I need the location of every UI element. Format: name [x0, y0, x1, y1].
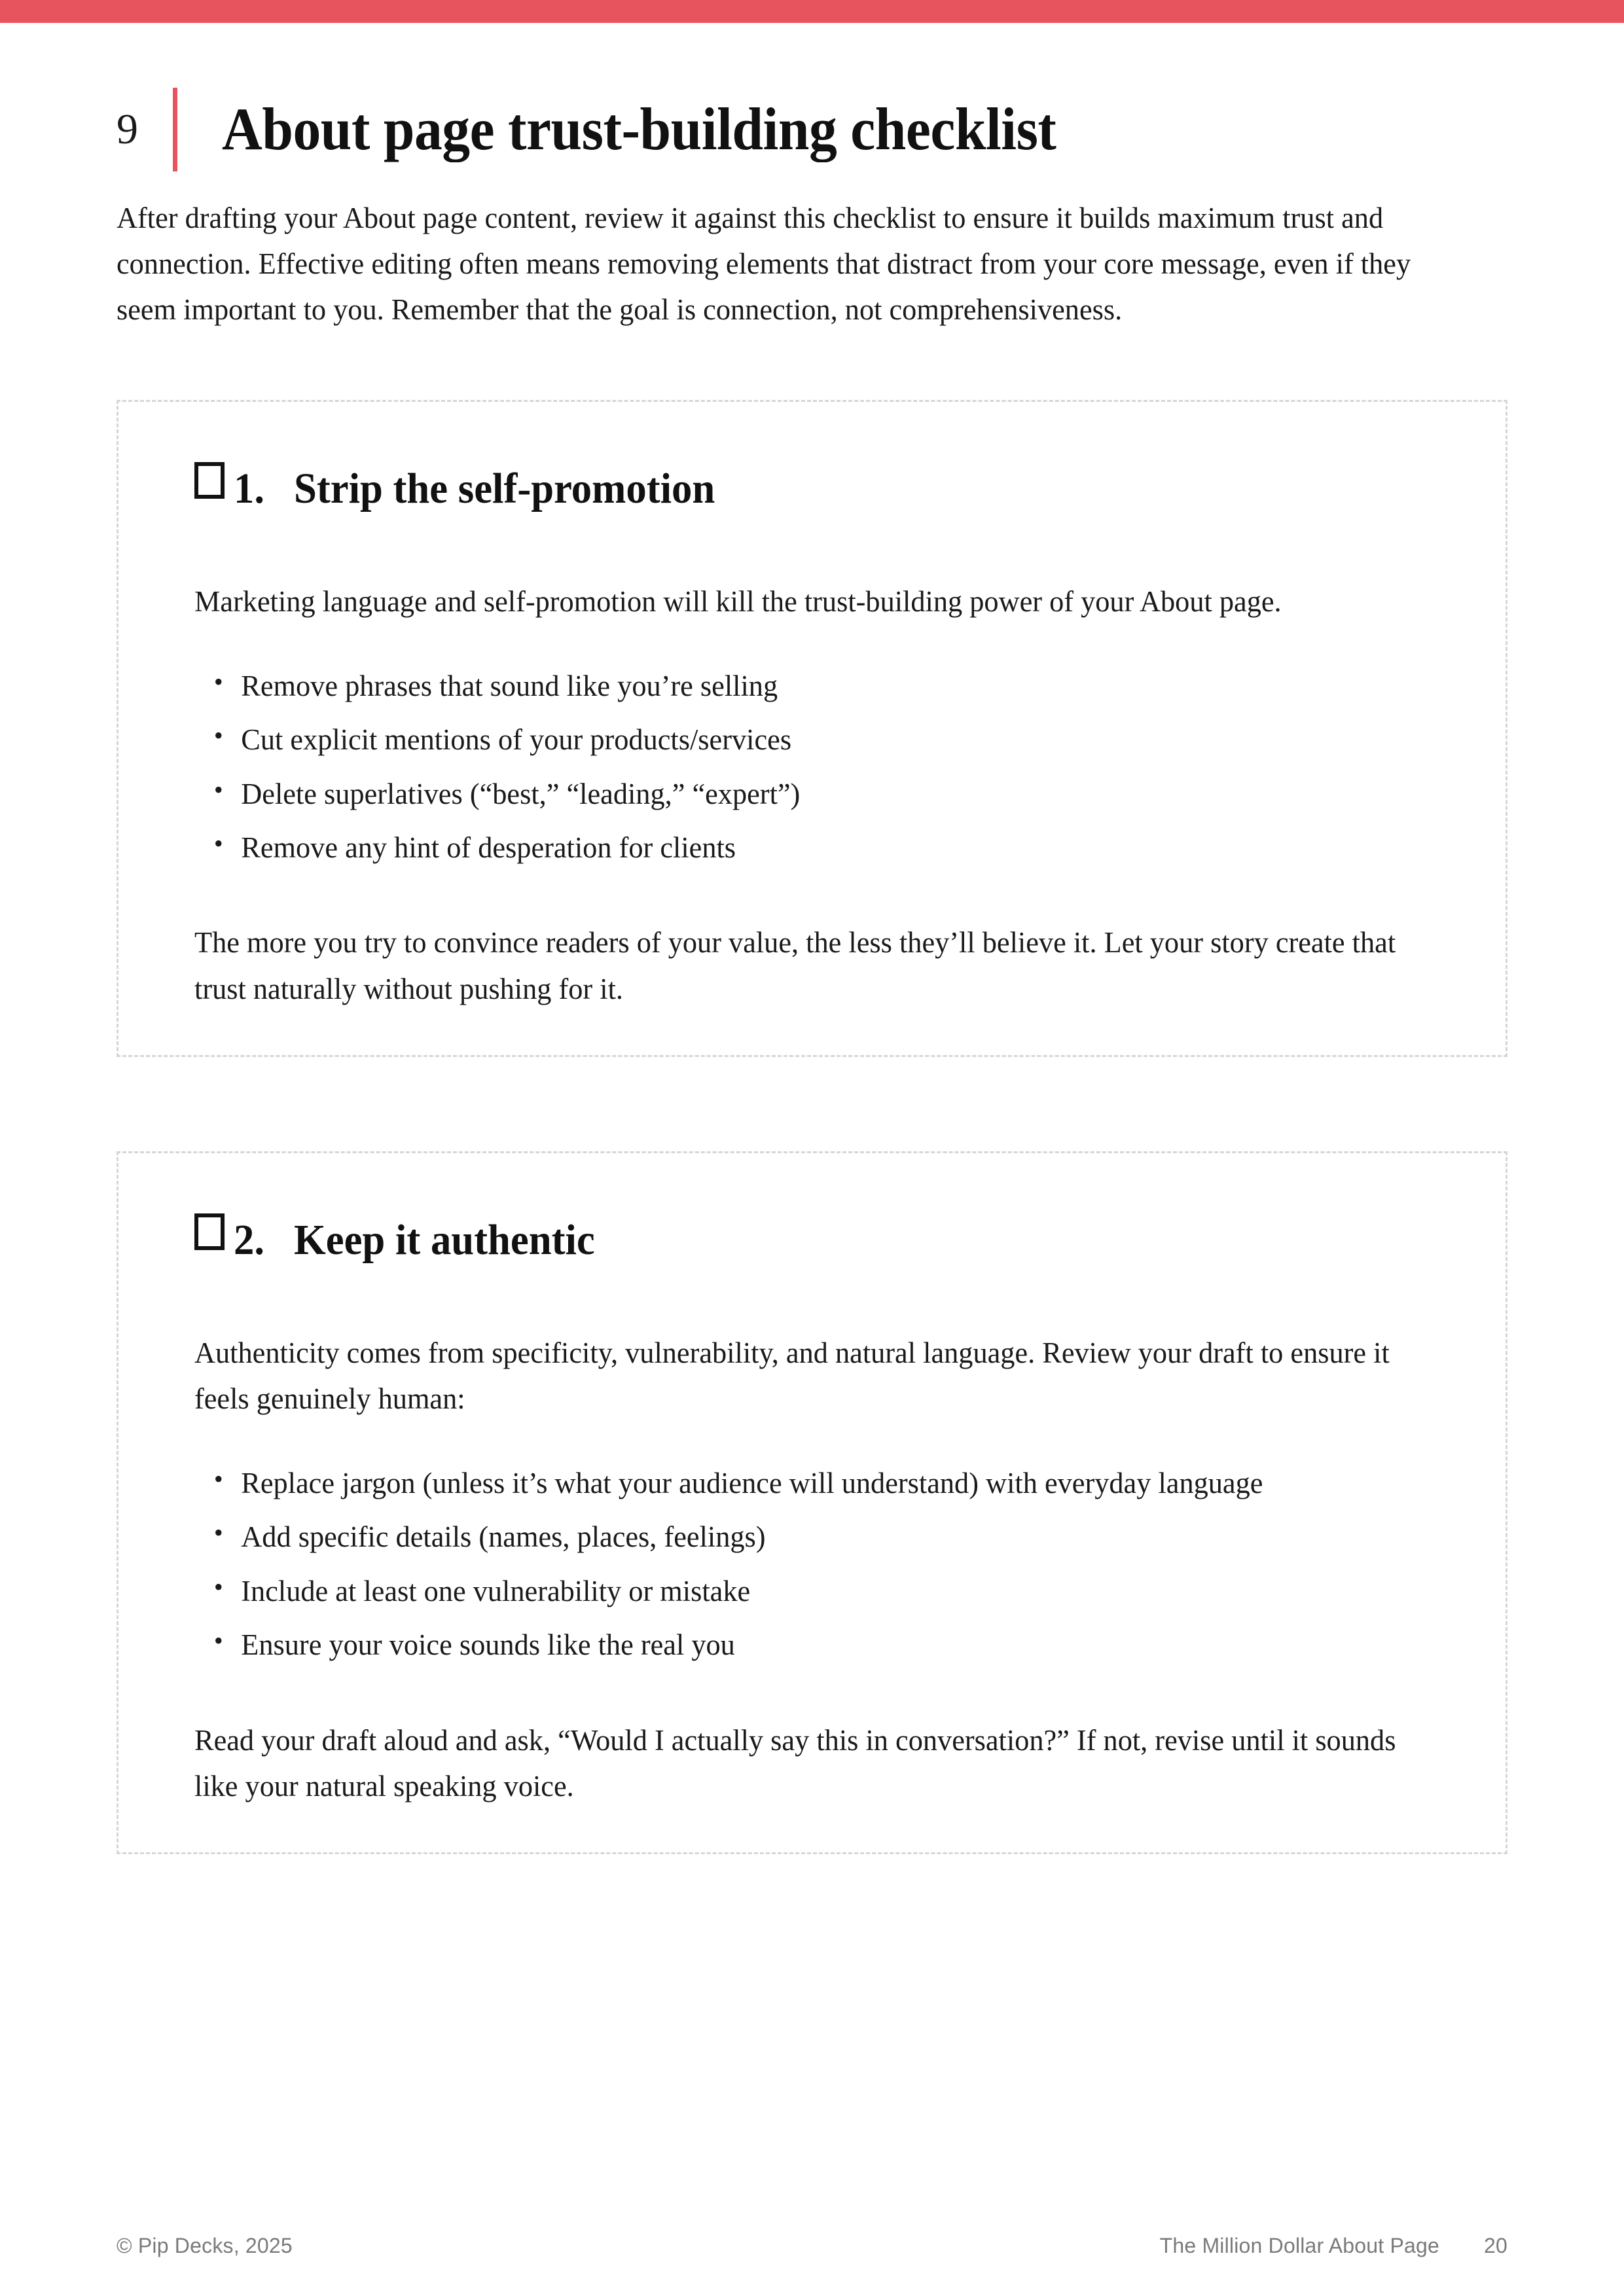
- list-item: • Remove phrases that sound like you’re selling: [210, 664, 1430, 708]
- list-item: • Ensure your voice sounds like the real you: [210, 1623, 1430, 1667]
- footer-page-number: 20: [1484, 2234, 1507, 2257]
- top-accent-bar: [0, 0, 1624, 23]
- checklist-container: [117, 400, 1507, 1854]
- intro-paragraph: After drafting your About page content, review it against this checklist to ensure it builds maximum trust and connection. Effective editing often means removing elements that distract from your core message, even if they seem important to you. Remember that the goal is connection, not comprehensiveness.: [117, 202, 1411, 327]
- chapter-number: 9: [117, 105, 138, 153]
- list-item: • Add specific details (names, places, feelings): [210, 1515, 1430, 1559]
- list-item: • Remove any hint of desperation for clients: [210, 825, 1430, 870]
- checklist-item-lead: Authenticity comes from specificity, vulnerability, and natural language. Review your draft to ensure it feels genuinely human:: [194, 1336, 1390, 1415]
- header-divider-rule: [173, 88, 177, 171]
- checklist-card-body: [170, 1330, 1454, 1809]
- checklist-item-number: 2.: [234, 1215, 265, 1264]
- checkbox-icon[interactable]: [194, 462, 225, 499]
- checklist-card-heading: [170, 466, 1454, 511]
- checklist-item-bullets: [194, 1461, 1448, 1668]
- page-header: [117, 23, 1507, 163]
- checklist-item-bullets: [194, 664, 1448, 870]
- footer-copyright: © Pip Decks, 2025: [117, 2234, 293, 2257]
- checklist-card-body: [170, 579, 1454, 1012]
- list-item: • Delete superlatives (“best,” “leading,” “expert”): [210, 772, 1430, 816]
- list-item: • Include at least one vulnerability or mistake: [210, 1569, 1430, 1613]
- checklist-card-heading: [170, 1217, 1454, 1262]
- checklist-item-title: Keep it authentic: [293, 1215, 595, 1264]
- checklist-item-tail: Read your draft aloud and ask, “Would I actually say this in conversation?” If not, revise until it sounds like your natural speaking voice.: [194, 1723, 1396, 1803]
- list-item: • Cut explicit mentions of your products/services: [210, 717, 1430, 762]
- checklist-item-title: Strip the self-promotion: [293, 464, 715, 512]
- checkbox-icon[interactable]: [194, 1213, 225, 1250]
- checklist-item-lead: Marketing language and self-promotion will kill the trust-building power of your About page.: [194, 584, 1282, 618]
- footer-document-title: The Million Dollar About Page: [1159, 2234, 1439, 2257]
- checklist-item-tail: The more you try to convince readers of your value, the less they’ll believe it. Let your story create that trust naturally without pushing for it.: [194, 926, 1396, 1005]
- checklist-item-number: 1.: [234, 464, 265, 512]
- page-footer: [117, 2234, 1507, 2258]
- footer-right-group: [1160, 2234, 1507, 2258]
- page-title: About page trust-building checklist: [222, 96, 1056, 163]
- checklist-card: [117, 400, 1507, 1057]
- checklist-card: [117, 1151, 1507, 1854]
- page-content: [0, 23, 1624, 2296]
- list-item: • Replace jargon (unless it’s what your audience will understand) with everyday language: [210, 1461, 1430, 1505]
